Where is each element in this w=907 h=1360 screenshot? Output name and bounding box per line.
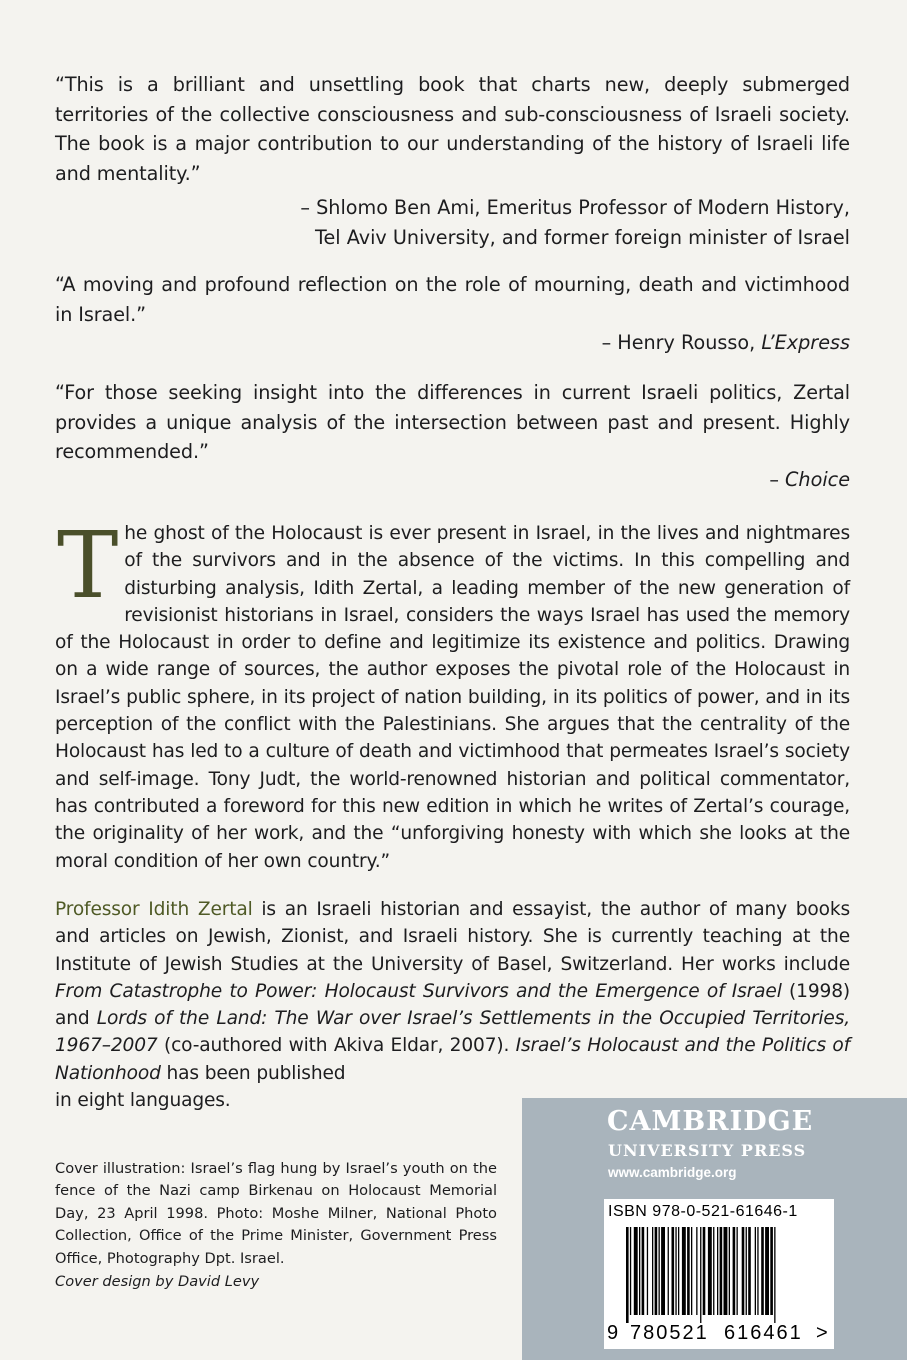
- book-description-text: he ghost of the Holocaust is ever present in Israel, in the lives and nightmares of the survivors and in the absence of the victims. In this compelling and disturbing analysis, Idith Zertal, a leading member of the new generation of revisionist historians in Israel, considers the ways Israel has used the memory of the Holocaust in order to define and legitimize its existence and politics. Drawing on a wide range of sources, the author exposes the pivotal role of the Holocaust in Israel’s public sphere, in its project of nation building, in its politics of power, and in its perception of the conflict with the Palestinians. She argues that the centrality of the Holocaust has led to a culture of death and victimhood that permeates Israel’s society and self-image. Tony Judt, the world-renowned historian and political commentator, has contributed a foreword for this new edition in which he writes of Zertal’s courage, the originality of her work, and the “unforgiving honesty with which she looks at the moral condition of her own country.”: [55, 523, 850, 872]
- review-quote-3: “For those seeking insight into the differences in current Israeli politics, Zertal provides a unique analysis of the intersection between past and present. Highly recommended.”: [55, 381, 850, 463]
- barcode: [604, 1199, 834, 1349]
- review-attribution-3-dash: –: [769, 468, 786, 491]
- barcode-bar: [720, 1227, 723, 1315]
- publisher-logo-name: CAMBRIDGE: [607, 1106, 814, 1137]
- author-bio-text-2: (1998) and: [55, 980, 850, 1030]
- barcode-bar: [678, 1227, 679, 1315]
- author-bio-text-4: has been published: [160, 1062, 346, 1084]
- barcode-bar: [761, 1227, 764, 1315]
- barcode-bar: [748, 1227, 751, 1315]
- review-quote-2: “A moving and profound reflection on the role of mourning, death and victimhood in Israel.”: [55, 273, 850, 326]
- barcode-bar: [729, 1227, 730, 1315]
- barcode-bar: [659, 1227, 660, 1315]
- barcode-bar: [708, 1227, 712, 1315]
- barcode-digit-first: 9: [607, 1322, 619, 1344]
- review-attribution-2-source: L’Express: [761, 331, 850, 354]
- barcode-bars: [604, 1225, 834, 1325]
- barcode-bar: [696, 1227, 697, 1315]
- barcode-bar: [652, 1227, 653, 1315]
- barcode-bar: [672, 1227, 675, 1315]
- barcode-bar: [675, 1227, 676, 1315]
- review-attribution-1-line2: Tel Aviv University, and former foreign minister of Israel: [315, 225, 850, 249]
- barcode-bar: [703, 1227, 706, 1315]
- barcode-bar: [668, 1227, 669, 1315]
- cover-illustration-credit: Cover illustration: Israel’s flag hung by Israel’s youth on the fence of the Nazi camp Birkenau on Holocaust Memorial Day, 23 April 1998. Photo: Moshe Milner, National Photo Collection, Office of the Prime Minister, Government Press Office, Photography Dpt. Israel.: [55, 1160, 497, 1267]
- barcode-digits-left: 780521: [630, 1322, 709, 1344]
- review-attribution-1-line1: – Shlomo Ben Ami, Emeritus Professor of Modern History,: [300, 196, 850, 219]
- review-quote-1: “This is a brilliant and unsettling book that charts new, deeply submerged territories of the collective consciousness and sub-consciousness of Israeli society. The book is a major contribution to our understanding of the history of Israeli life and mentality.”: [55, 73, 850, 185]
- barcode-bar: [774, 1227, 775, 1323]
- book-description: [55, 512, 850, 875]
- review-attribution-3: [150, 465, 850, 495]
- barcode-bar: [630, 1227, 631, 1315]
- barcode-bar: [724, 1227, 728, 1315]
- barcode-bar: [700, 1227, 701, 1323]
- barcode-bar: [765, 1227, 769, 1315]
- barcode-end-mark: >: [816, 1322, 828, 1344]
- publisher-url: www.cambridge.org: [608, 1165, 737, 1180]
- barcode-bar: [634, 1227, 638, 1315]
- review-attribution-3-source: Choice: [785, 468, 850, 491]
- barcode-bar: [742, 1227, 745, 1315]
- author-bio-text-1: is an Israeli historian and essayist, the author of many books and articles on Jewish, Zionist, and Israeli history. She is currently teaching at the Institute of Jewish Studies at the University of Basel, Switzerland. Her works include: [55, 899, 850, 975]
- barcode-bar: [691, 1227, 692, 1315]
- barcode-bar: [655, 1227, 658, 1315]
- book-title-2: Lords of the Land: The War over Israel’s Settlements in the Occupied Territories, 1967–2007: [55, 1008, 850, 1057]
- barcode-bar: [687, 1227, 690, 1315]
- barcode-bar: [713, 1227, 714, 1315]
- barcode-bar: [639, 1227, 640, 1315]
- barcode-bar: [717, 1227, 718, 1315]
- barcode-bar: [661, 1227, 665, 1315]
- cover-design-credit: Cover design by David Levy: [55, 1273, 260, 1290]
- barcode-bar: [770, 1227, 773, 1315]
- author-name: Professor Idith Zertal: [55, 899, 253, 920]
- barcode-bar: [647, 1227, 648, 1315]
- author-bio-text-5: in eight languages.: [55, 1090, 231, 1112]
- isbn-label: ISBN 978-0-521-61646-1: [608, 1203, 798, 1220]
- author-bio-text-3: (co-authored with Akiva Eldar, 2007).: [157, 1035, 516, 1057]
- publisher-logo-press: UNIVERSITY PRESS: [608, 1141, 807, 1160]
- barcode-bar: [682, 1227, 686, 1315]
- barcode-bar: [733, 1227, 736, 1315]
- author-bio: [55, 896, 850, 1114]
- book-title-3: Israel’s Holocaust and the Politics of Nationhood: [55, 1035, 850, 1084]
- barcode-bar: [626, 1227, 629, 1323]
- barcode-bar: [737, 1227, 738, 1315]
- barcode-bar: [746, 1227, 747, 1315]
- review-attribution-1: [150, 193, 850, 252]
- barcode-bar: [757, 1227, 758, 1315]
- barcode-digits-right: 616461: [724, 1322, 803, 1344]
- review-attribution-2: [150, 328, 850, 358]
- drop-cap: T: [57, 512, 119, 619]
- barcode-bar: [642, 1227, 645, 1315]
- book-title-1: From Catastrophe to Power: Holocaust Survivors and the Emergence of Israel: [55, 980, 782, 1002]
- review-attribution-2-author: – Henry Rousso,: [601, 331, 762, 354]
- publisher-box: [522, 1098, 907, 1360]
- barcode-bar: [755, 1227, 756, 1315]
